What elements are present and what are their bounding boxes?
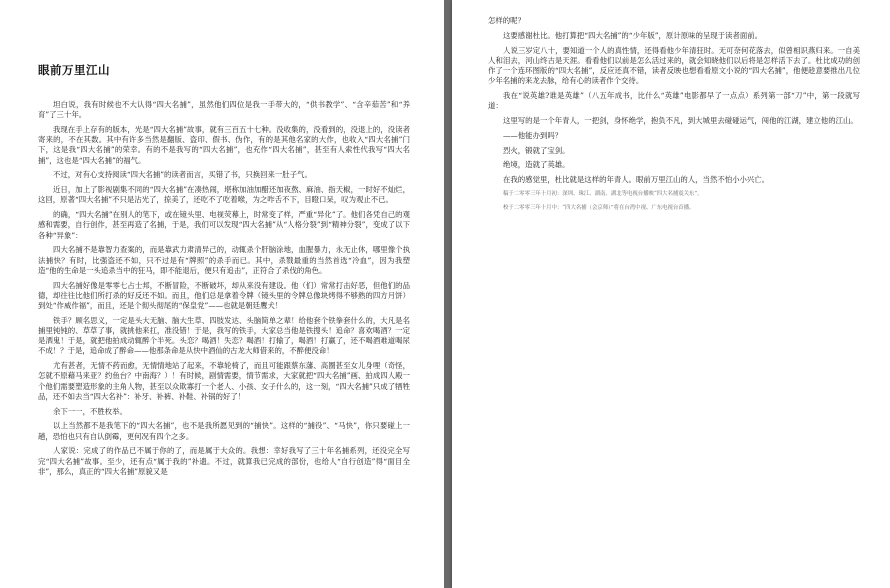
paragraph: 这里写的是一个年青人，一把剑，身怀绝学，抱负不凡，到大城里去碰碰运气，闯他的江湖，建立他的江山。 [503, 116, 858, 125]
paragraph: 近日，加上了影视剧集不同的“四大名捕”在凑热闹，堪称加油加醋还加夜熬、麻油、指天椒，一时好不灿烂，这回，原著“四大名捕”不只是沾光了，掠美了，还吃不了吃着喉，为之咋舌不下，目瞪口呆，叹为观止不已。 [38, 185, 410, 205]
page-divider [444, 0, 452, 588]
paragraph: 不过，对有心支持阅读“四大名捕”的读者而言，买错了书，只换回来一肚子气。 [53, 170, 312, 180]
paragraph: 人家说：完成了的作品已不属于你的了，而是属于大众的。我想：幸好我写了三十年名捕系列，还没完全写完“四大名捕”故事。至少，还有点“属于我的”补遗。不过，就算我已完成的部份，也给人“自行创造”得“面目全非”，那么，真正的“四大名捕”原貌又是 [38, 446, 410, 476]
right-page-body [488, 16, 860, 218]
paragraph: 铁手？顾名思义，一定是头大无脑、脑大生草、四肢发达、头脑简单之辈！给他套个铁拳套什么的，大凡是名捕里钝钝的、草草了事，就挑他来扛，准没错！于是，我写的铁手，大家总当他是铁搜头！追命？喜欢喝酒？一定是洒鬼！于是，就把他拍成动辄醉个半死。头恋？喝酒！失恋？喝酒！打输了，喝酒！打赢了，还不喝酒难道喝尿不成！？于是，追命成了醉命——他那条命是从快中酒仙的古龙大师借来的，不醉便没命！ [38, 315, 410, 356]
paragraph: 尤有甚者，无情不药而愈，无情情地站了起来，不靠轮椅了，而且可能跟蔡东藩、高圈甚至女儿身哩（奇怪，怎就不原藉马来亚？约鱼台？中南海？）！有时候，剧情需要，情节需求，大家就把“四大名捕”画、拍成四人殿一个他们需要塑造形象的主角人物，甚至以众欺寡打一个老人、小孩、女子什么的，这一刻，“四大名捕”只成了牺牲品，还不如去当“四大名补”：补牙、补裤、补鞋、补锅的好了！ [38, 361, 410, 401]
paragraph: 四大名捕好像是零零七占士邦，不断冒险，不断破坏，却从来没有建设。他（们）常常打击好恶，但他们的品德，却往往比他们所打杀的好反还不如。而且，他们总是拿着令牌（镜头里的令牌总像块烤得不够熟的四方月饼）到处“作威作福”，而且，还是个彻头彻尾的“保皇党”——也就是朝廷鹰犬！ [38, 280, 410, 311]
paragraph: 人说三岁定八十，要知道一个人的真性情，还得看他少年清狂时。无可奈何花落去，似曾相识燕归来。一自美人和泪去，河山终古是天涯。看看他们以前是怎么活过来的，就会知晓他们以后将是怎样活下去了。杜比成功的创作了一个连环图版的“四大名捕”，反应还真不错，读者反映也想看看原文小说的“四大名捕”，他便趁意要推出几位少年名捕的来龙去脉，给有心的读者作个交待。 [488, 45, 860, 86]
date-note: 稿于二零零三年十月初：深圳、珠江、湖南、湖北等电视台播映“四大名捕震关东”。 [503, 190, 703, 197]
paragraph: 怎样的呢？ [488, 16, 525, 25]
paragraph: 余下一一，不胜枚举。 [53, 406, 127, 416]
paragraph: 在我的感觉里，杜比就是这样的年青人。眼前万里江山的人，当然不怕小小兴亡。 [503, 175, 770, 185]
date-note: 校于二零零三年十月中：“四大名捕（会京师）”将在台湾中视、广东电视台首播。 [503, 204, 695, 211]
paragraph: 的确，“四大名捕”在别人的笔下，或在镜头里、电视荧幕上，时常变了样，严重“异化”了。他们各凭自己的观感和需要，自行创作，甚至再造了名捕，于是，我们可以发现“四大名捕”从“人格分裂”到“精神分裂”，变成了以下各种“异象”： [38, 210, 410, 240]
paragraph: 烈火，锻就了宝剑。 [503, 145, 570, 155]
paragraph: 以上当然都不是我笔下的“四大名捕”，也不是我所愿见到的“捕快”。这样的“捕役”、“马快”，你只要碰上一趟，恐怕也只有自认倒霉，更何况有四个之多。 [38, 421, 410, 441]
right-page [452, 0, 890, 588]
left-page-body [38, 100, 410, 482]
chapter-title: 眼前万里江山 [38, 63, 110, 77]
paragraph: ——他能办到吗？ [503, 130, 563, 140]
left-page [0, 0, 444, 588]
paragraph: 这要感谢杜比。他打算把“四大名捕”的“少年版”，原计原味的呈现于读者面前。 [503, 30, 763, 40]
paragraph: 坦白说，我有时候也不大认得“四大名捕”，虽然他们四位是我一手带大的，“供书教学”、“含辛茹苦”和“养育”了三十年。 [38, 100, 410, 120]
paragraph: 我现在手上存有的版本，光是“四大名捕”故事，就有三百五十七种。没收集的，没看到的，没退上的，没读者寄来的，不在其数。其中有许多当然是翻版、盗印、假书、伪作，有的是其他名家的大作，也收入“四大名捕”门下，这是我“四大名捕”的荣幸。有的不是我写的“四大名捕”，也充作“四大名捕”，甚至有人索性代我写“四大名捕”，这也是“四大名捕”的福气。 [38, 125, 410, 165]
paragraph: 四大名捕不是靠智力查案的，而是靠武力肃清异己的，动辄杀个肝脑涂地，血腥暴力，永无止休，哪里像个执法捕快？有时，比强盗还不如，只不过是有“牌照”的杀手而已。其中，杀戮最重的当然首选“冷血”，因为我塑造“他的生命是一头追杀当中的狂马，即不能退后，便只有追击”，正符合了杀伐的角色。 [38, 245, 410, 275]
paragraph: 绝境，造就了英雄。 [503, 160, 570, 170]
paragraph: 我在“说英雄?谁是英雄”（八五年成书，比什么“英雄”电影都早了一点点）系列第一部“刀”中，第一段就写道： [488, 91, 860, 111]
